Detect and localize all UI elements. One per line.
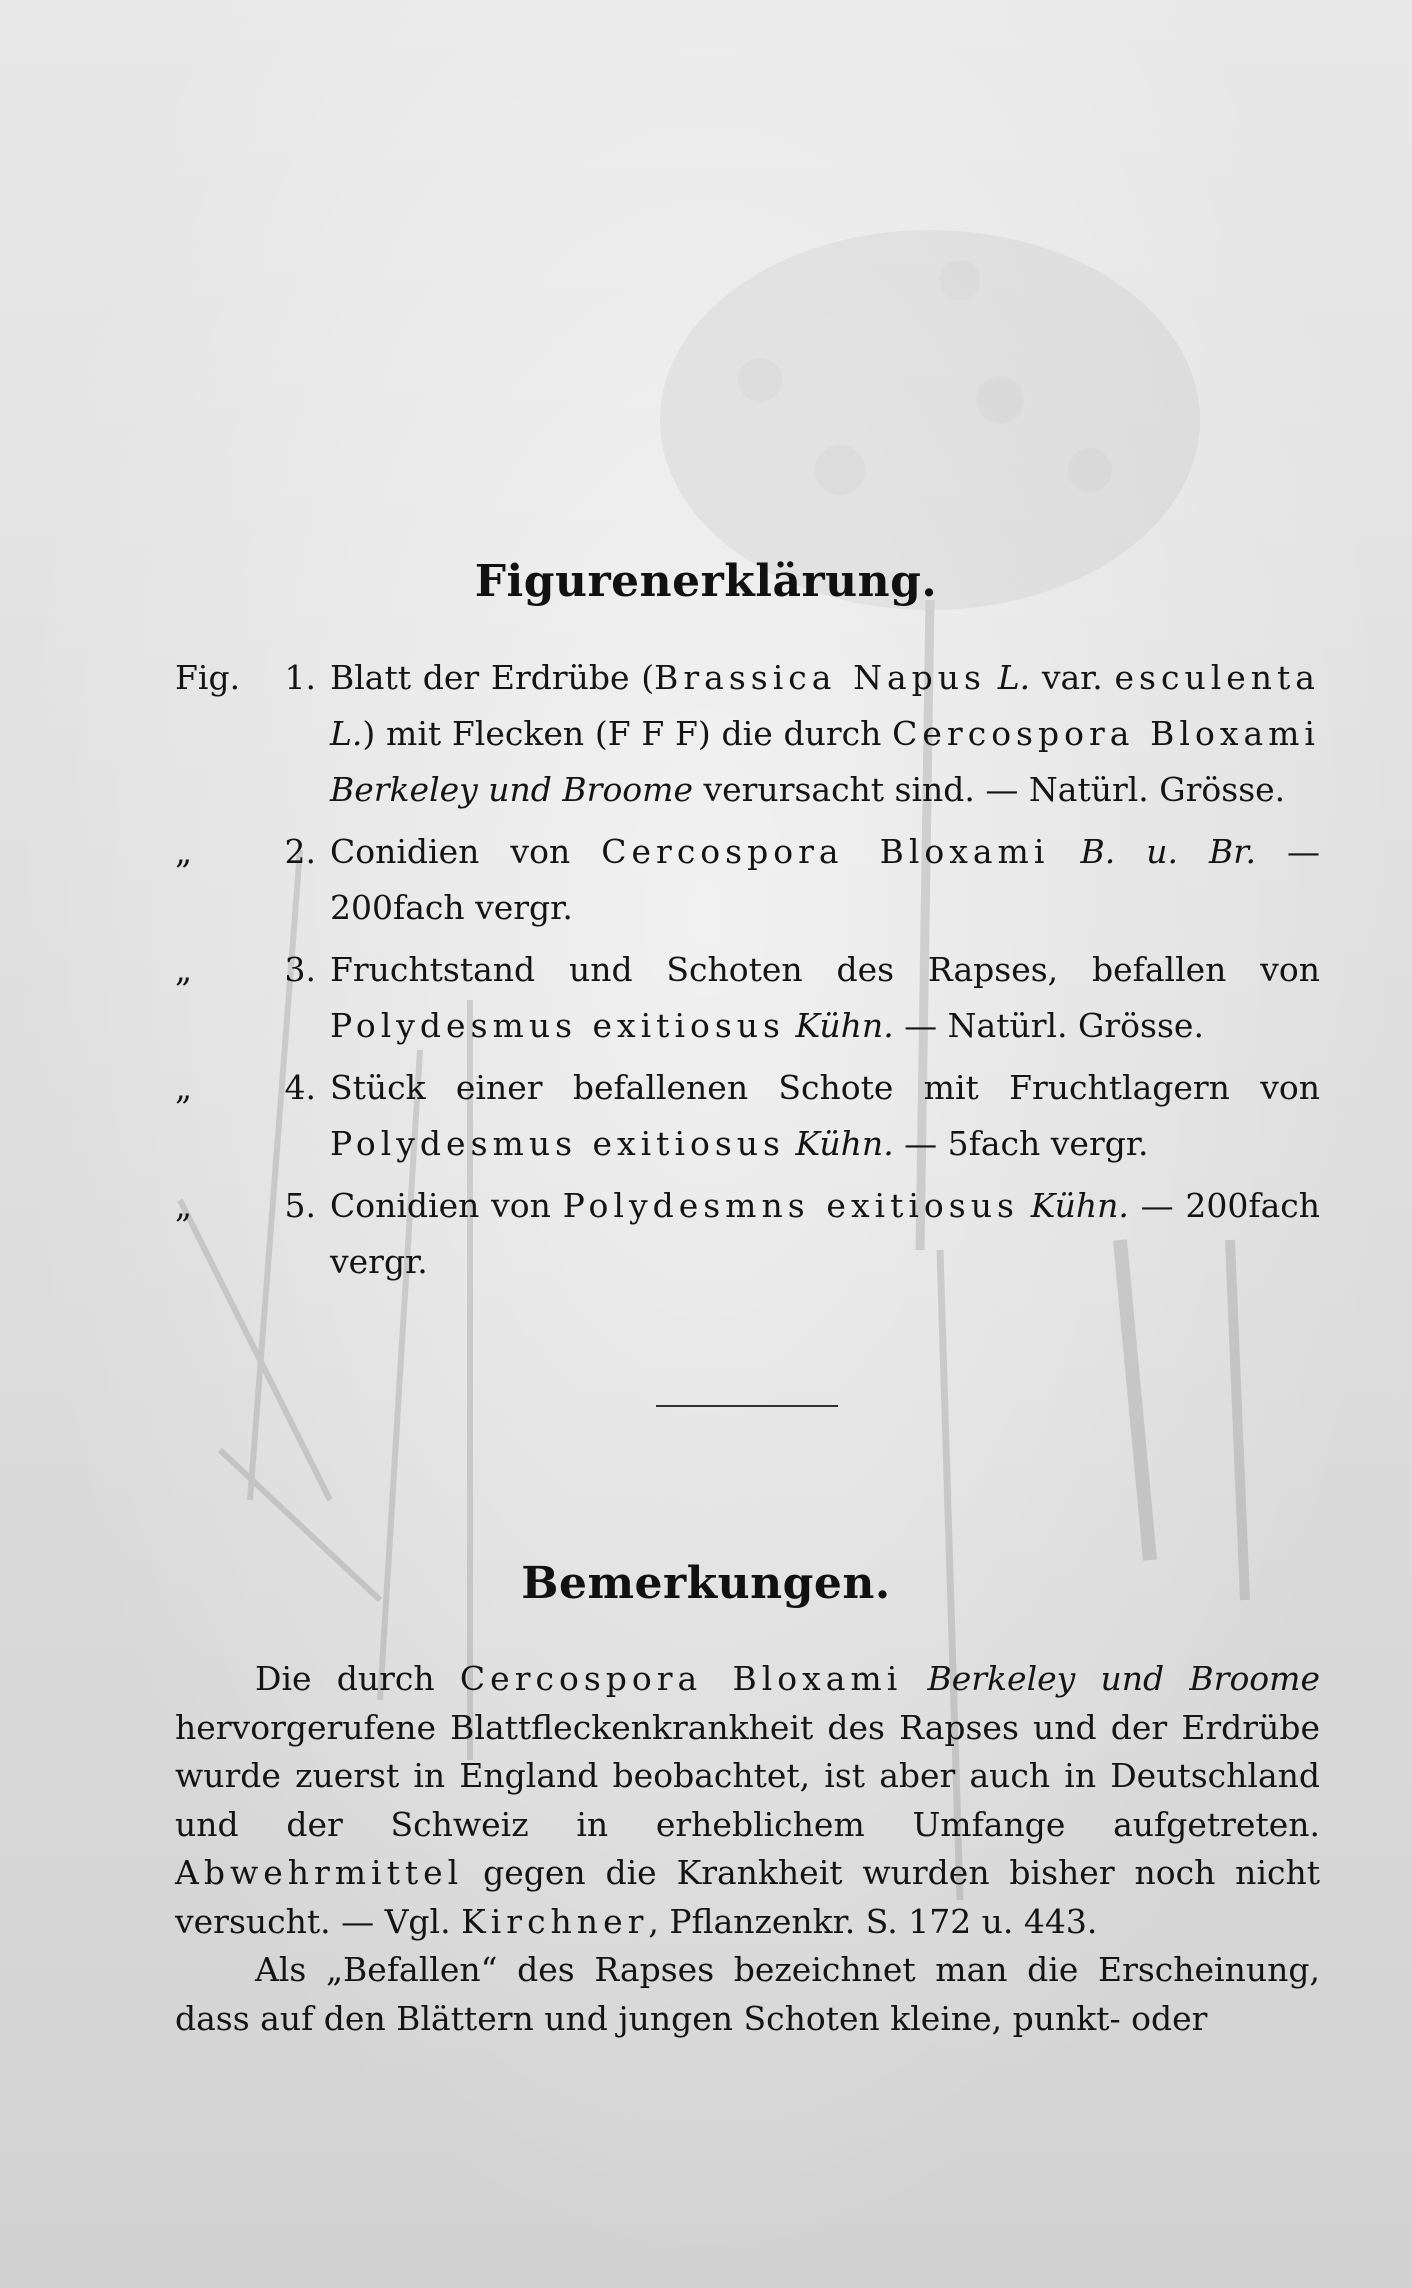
figure-number: 1. (284, 658, 316, 697)
figure-item-3 (175, 942, 1320, 1054)
figure-caption: Fruchtstand und Schoten des Rapses, befallen von Polydesmus exitiosus Kühn. — Natürl. Grösse. (330, 950, 1320, 1045)
figure-item-4 (175, 1060, 1320, 1172)
figure-item-2 (175, 824, 1320, 936)
figure-item-1 (175, 650, 1320, 818)
figure-prefix: „ (175, 950, 193, 989)
paragraph-2: Als „Befallen“ des Rapses bezeichnet man die Erscheinung, dass auf den Blättern und jungen Schoten kleine, punkt- oder (175, 1950, 1320, 2038)
figure-prefix: „ (175, 1068, 193, 1107)
section-divider (656, 1405, 838, 1407)
figure-caption: Stück einer befallenen Schote mit Fruchtlagern von Polydesmus exitiosus Kühn. — 5fach vergr. (330, 1068, 1320, 1163)
figure-number: 2. (284, 832, 316, 871)
figure-number: 3. (284, 950, 316, 989)
figure-caption: Blatt der Erdrübe (Brassica Napus L. var. esculenta L.) mit Flecken (F F F) die durch Cercospora Bloxami Berkeley und Broome verursacht sind. — Natürl. Grösse. (330, 658, 1320, 809)
figure-list (175, 650, 1320, 1296)
figure-prefix: „ (175, 1186, 193, 1225)
figure-caption: Conidien von Polydesmns exitiosus Kühn. — 200fach vergr. (330, 1186, 1320, 1281)
figure-caption: Conidien von Cercospora Bloxami B. u. Br. — 200fach vergr. (330, 832, 1321, 927)
figure-number: 4. (284, 1068, 316, 1107)
figure-item-5 (175, 1178, 1320, 1290)
paragraph-1: Die durch Cercospora Bloxami Berkeley und Broome hervorgerufene Blattfleckenkrankheit des Rapses und der Erdrübe wurde zuerst in England beobachtet, ist aber auch in Deutschland und der Schweiz in erheblichem Umfange aufgetreten. Abwehrmittel gegen die Krankheit wurden bisher noch nicht versucht. — Vgl. Kirchner, Pflanzenkr. S. 172 u. 443. (175, 1659, 1320, 1941)
figure-prefix: Fig. (175, 658, 241, 697)
figure-prefix: „ (175, 832, 193, 871)
remarks-body (175, 1655, 1320, 2043)
figure-number: 5. (284, 1186, 316, 1225)
heading-figure-explanation: Figurenerklärung. (474, 556, 938, 607)
heading-remarks: Bemerkungen. (521, 1558, 891, 1609)
